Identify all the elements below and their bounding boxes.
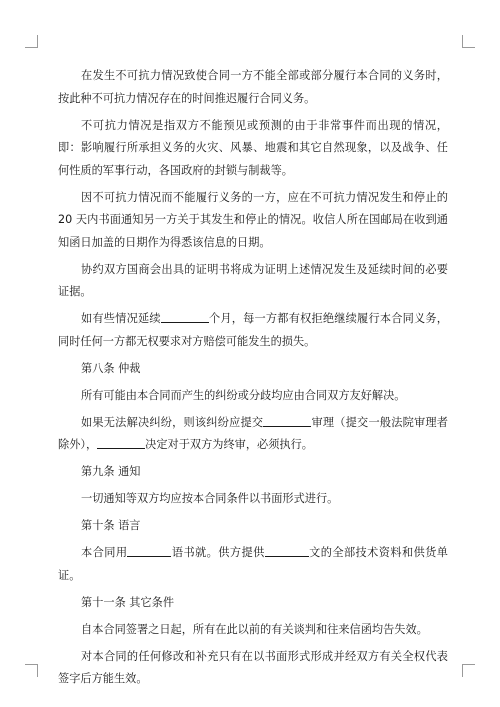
blank-field-arbitration-decision (97, 437, 145, 449)
paragraph-arbitration-submission (58, 412, 448, 457)
blank-field-document-language (265, 545, 309, 557)
text-segment: 审理（提交一般法院审理者除外）， (58, 415, 448, 451)
paragraph-extension-months (58, 308, 448, 353)
section-heading-notices: 第九条 通知 (81, 465, 141, 478)
text-segment: 本合同用 (81, 546, 128, 559)
paragraph-written-notices: 一切通知等双方均应按本合同条件以书面形式进行。 (81, 492, 339, 505)
section-heading-arbitration: 第八条 仲裁 (81, 361, 141, 375)
paragraph-force-majeure-definition: 不可抗力情况是指双方不能预见或预测的由于非常事件而出现的情况，即：影响履行所承担义务的火灾、风暴、地震和其它自然现象，以及战争、任何性质的军事行动，各国政府的封锁与制裁等。 (58, 118, 448, 177)
paragraph-prior-negotiations-void: 自本合同签署之日起，所有在此以前的有关谈判和往来信函均告失效。 (81, 622, 428, 636)
crop-mark-top-left (25, 35, 38, 48)
paragraph-contract-language (58, 542, 448, 587)
section-heading-other-conditions: 第十一条 其它条件 (81, 595, 175, 609)
crop-mark-top-right (462, 35, 475, 48)
blank-field-contract-language (127, 545, 171, 557)
blank-field-months (161, 311, 209, 323)
paragraph-amicable-settlement: 所有可能由本合同而产生的纠纷或分歧均应由合同双方友好解决。 (81, 388, 406, 402)
text-segment: 语书就。供方提供 (171, 546, 265, 559)
crop-mark-bottom-left (25, 664, 38, 677)
section-heading-language: 第十条 语言 (81, 519, 141, 532)
text-segment: 如有些情况延续 (81, 312, 161, 325)
text-segment: 个月，每一方都有权拒绝继续履行本合同义务，同时任何一方都无权要求对方赔偿可能发生的损失。 (58, 312, 448, 348)
text-segment: 文的全部技术资料和供货单证。 (58, 546, 448, 582)
paragraph-chamber-certificate: 协约双方国商会出具的证明书将成为证明上述情况发生及延续时间的必要证据。 (58, 262, 448, 298)
text-segment: 决定对于双方为终审，必须执行。 (145, 438, 313, 451)
paragraph-amendments-in-writing: 对本合同的任何修改和补充只有在以书面形式形成并经双方有关全权代表签字后方能生效。 (58, 649, 448, 685)
crop-mark-bottom-right (462, 664, 475, 677)
document-body (58, 65, 448, 695)
text-segment: 如果无法解决纠纷，则该纠纷应提交 (81, 415, 264, 429)
paragraph-force-majeure-delay: 在发生不可抗力情况致使合同一方不能全部或部分履行本合同的义务时，按此种不可抗力情况存在的时间推迟履行合同义务。 (58, 69, 448, 105)
paragraph-notification-duty: 因不可抗力情况而不能履行义务的一方，应在不可抗力情况发生和停止的 20 天内书面通知另一方关于其发生和停止的情况。收信人所在国邮局在收到通知函日加盖的日期作为得悉该信息的日期。 (58, 190, 448, 249)
blank-field-arbitration-body (263, 415, 311, 427)
